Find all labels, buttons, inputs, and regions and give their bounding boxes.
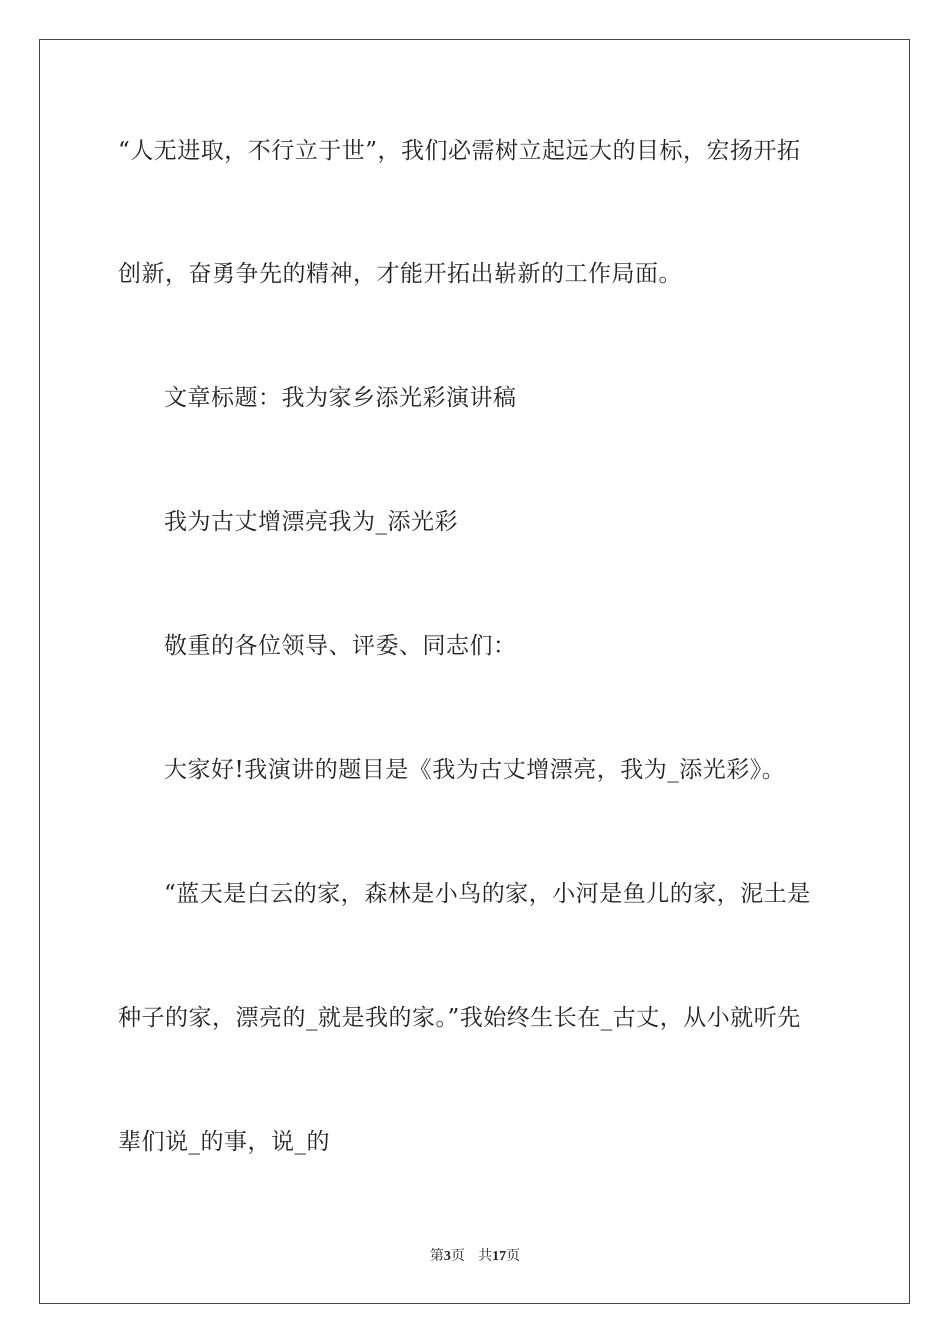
total-suffix: 页 [506,1248,521,1264]
page-number: 3 [443,1249,451,1264]
page-prefix: 第 [429,1248,444,1264]
salutation-line: 敬重的各位领导、评委、同志们： [164,633,517,659]
body-text-line-8: 种子的家，漂亮的_就是我的家。”我始终生长在_古丈，从小就听先 [118,1005,801,1031]
page-border [39,39,910,1304]
greeting-line: 大家好!我演讲的题目是《我为古丈增漂亮，我为_添光彩》。 [164,757,786,783]
body-text-line-7: “蓝天是白云的家，森林是小鸟的家，小河是鱼儿的家，泥土是 [164,881,811,907]
body-text-line-2: 创新，奋勇争先的精神，才能开拓出崭新的工作局面。 [118,261,682,287]
body-text-line-1: “人无进取，不行立于世”，我们必需树立起远大的目标，宏扬开拓 [118,138,801,164]
speech-title-line: 我为古丈增漂亮我为_添光彩 [164,509,458,535]
article-title-line: 文章标题：我为家乡添光彩演讲稿 [164,385,517,411]
total-prefix: 共 [478,1248,493,1264]
body-text-line-9: 辈们说_的事，说_的 [118,1129,330,1155]
total-pages: 17 [492,1249,507,1264]
page-footer [0,1247,950,1266]
page-suffix: 页 [450,1248,465,1264]
